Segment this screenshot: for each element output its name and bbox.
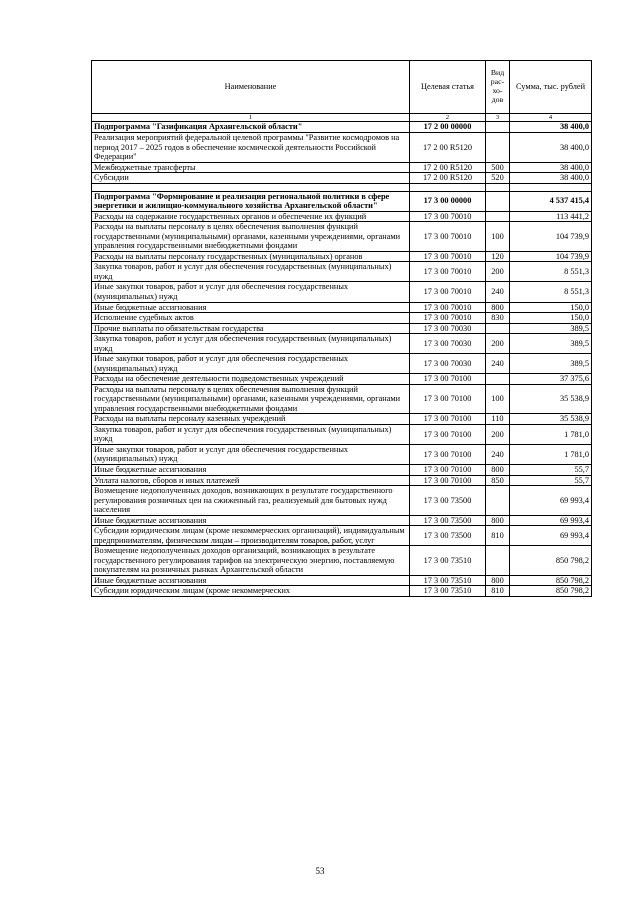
row-name: Исполнение судебных актов xyxy=(92,313,410,324)
page-number: 53 xyxy=(315,866,325,876)
row-target-article: 17 3 00 70100 xyxy=(410,414,486,425)
table-row xyxy=(92,251,592,262)
row-expense-type xyxy=(486,122,510,133)
row-sum: 55,7 xyxy=(510,475,592,486)
row-target-article: 17 3 00 00000 xyxy=(410,191,486,211)
row-name: Субсидии юридическим лицам (кроме некоммерческих xyxy=(92,586,410,597)
header-target-article: Целевая статья xyxy=(410,61,486,114)
table-row xyxy=(92,444,592,464)
table-row xyxy=(92,133,592,163)
row-target-article: 17 3 00 70010 xyxy=(410,282,486,302)
table-row xyxy=(92,262,592,282)
row-expense-type: 110 xyxy=(486,414,510,425)
row-sum: 38 400,0 xyxy=(510,122,592,133)
row-target-article: 17 3 00 70100 xyxy=(410,475,486,486)
row-name: Возмещение недополученных доходов организаций, возникающих в результате государственного регулирования тарифов на электрическую энергию, поставляемую покупателям на розничных рынках Архангельской области xyxy=(92,546,410,576)
row-expense-type: 120 xyxy=(486,251,510,262)
row-sum: 69 993,4 xyxy=(510,486,592,516)
row-target-article: 17 3 00 70010 xyxy=(410,262,486,282)
row-sum: 104 739,9 xyxy=(510,222,592,252)
table-row xyxy=(92,586,592,597)
row-name: Расходы на содержание государственных органов и обеспечение их функций xyxy=(92,211,410,222)
row-target-article: 17 3 00 70010 xyxy=(410,222,486,252)
row-expense-type xyxy=(486,323,510,334)
row-expense-type: 240 xyxy=(486,444,510,464)
spacer-row xyxy=(92,183,592,191)
row-expense-type: 800 xyxy=(486,515,510,526)
row-name: Иные бюджетные ассигнования xyxy=(92,575,410,586)
row-sum: 150,0 xyxy=(510,302,592,313)
table-row xyxy=(92,424,592,444)
row-sum: 389,5 xyxy=(510,323,592,334)
row-expense-type xyxy=(486,191,510,211)
row-name: Расходы на выплаты персоналу казенных учреждений xyxy=(92,414,410,425)
row-name: Субсидии xyxy=(92,173,410,184)
table-row xyxy=(92,173,592,184)
row-name: Закупка товаров, работ и услуг для обеспечения государственных (муниципальных) нужд xyxy=(92,334,410,354)
row-expense-type xyxy=(486,211,510,222)
row-sum: 69 993,4 xyxy=(510,515,592,526)
table-header-row xyxy=(92,61,592,114)
row-expense-type: 830 xyxy=(486,313,510,324)
column-number-row xyxy=(92,114,592,122)
row-sum: 1 781,0 xyxy=(510,444,592,464)
row-sum: 8 551,3 xyxy=(510,262,592,282)
row-name: Закупка товаров, работ и услуг для обеспечения государственных (муниципальных) нужд xyxy=(92,424,410,444)
table-row xyxy=(92,313,592,324)
row-target-article: 17 3 00 70030 xyxy=(410,334,486,354)
row-target-article: 17 3 00 70030 xyxy=(410,354,486,374)
table-body xyxy=(92,122,592,596)
row-name: Возмещение недополученных доходов, возникающих в результате государственного регулирования розничных цен на сжиженный газ, реализуемый для бытовых нужд населения xyxy=(92,486,410,516)
row-target-article: 17 2 00 R5120 xyxy=(410,173,486,184)
header-name: Наименование xyxy=(92,61,410,114)
row-target-article: 17 3 00 73510 xyxy=(410,586,486,597)
row-name: Реализация мероприятий федеральной целевой программы "Развитие космодромов на период 2017 – 2025 годов в обеспечение космической деятельности Российской Федерации" xyxy=(92,133,410,163)
table-row xyxy=(92,384,592,414)
row-target-article: 17 3 00 70010 xyxy=(410,302,486,313)
table-row xyxy=(92,122,592,133)
table-row xyxy=(92,162,592,173)
empty-cell xyxy=(410,183,486,191)
table-row xyxy=(92,526,592,546)
row-name: Иные закупки товаров, работ и услуг для обеспечения государственных (муниципальных) нужд xyxy=(92,282,410,302)
table-row xyxy=(92,334,592,354)
row-name: Иные закупки товаров, работ и услуг для обеспечения государственных (муниципальных) нужд xyxy=(92,354,410,374)
row-expense-type: 100 xyxy=(486,222,510,252)
row-target-article: 17 3 00 73510 xyxy=(410,575,486,586)
column-number: 4 xyxy=(510,114,592,122)
row-target-article: 17 3 00 70100 xyxy=(410,384,486,414)
row-target-article: 17 2 00 R5120 xyxy=(410,162,486,173)
row-name: Иные закупки товаров, работ и услуг для обеспечения государственных (муниципальных) нужд xyxy=(92,444,410,464)
row-name: Подпрограмма "Формирование и реализация региональной политики в сфере энергетики и жилищно-коммунального хозяйства Архангельской области" xyxy=(92,191,410,211)
row-target-article: 17 3 00 70010 xyxy=(410,313,486,324)
row-expense-type: 810 xyxy=(486,586,510,597)
row-expense-type: 240 xyxy=(486,282,510,302)
table-row xyxy=(92,374,592,385)
row-target-article: 17 3 00 70100 xyxy=(410,465,486,476)
row-expense-type xyxy=(486,374,510,385)
row-name: Уплата налогов, сборов и иных платежей xyxy=(92,475,410,486)
row-sum: 850 798,2 xyxy=(510,586,592,597)
row-sum: 38 400,0 xyxy=(510,162,592,173)
row-target-article: 17 3 00 70030 xyxy=(410,323,486,334)
column-number: 2 xyxy=(410,114,486,122)
row-sum: 389,5 xyxy=(510,354,592,374)
row-name: Подпрограмма "Газификация Архангельской области" xyxy=(92,122,410,133)
row-expense-type xyxy=(486,486,510,516)
budget-table xyxy=(91,60,592,597)
row-sum: 1 781,0 xyxy=(510,424,592,444)
row-expense-type: 200 xyxy=(486,262,510,282)
row-name: Иные бюджетные ассигнования xyxy=(92,515,410,526)
row-expense-type xyxy=(486,546,510,576)
row-sum: 113 441,2 xyxy=(510,211,592,222)
header-expense-type: Вид рас-хо-дов xyxy=(486,61,510,114)
row-expense-type: 800 xyxy=(486,465,510,476)
row-target-article: 17 3 00 73510 xyxy=(410,546,486,576)
row-target-article: 17 3 00 70010 xyxy=(410,211,486,222)
table-row xyxy=(92,222,592,252)
table-row xyxy=(92,302,592,313)
table-row xyxy=(92,191,592,211)
row-name: Расходы на выплаты персоналу в целях обеспечения выполнения функций государственными (муниципальными) органами, казенными учреждениями, органами управления государственными внебюджетными фондами xyxy=(92,384,410,414)
table-row xyxy=(92,575,592,586)
row-name: Расходы на выплаты персоналу в целях обеспечения выполнения функций государственными (муниципальными) органами, казенными учреждениями, органами управления государственными внебюджетными фондами xyxy=(92,222,410,252)
row-sum: 104 739,9 xyxy=(510,251,592,262)
table-row xyxy=(92,354,592,374)
row-expense-type: 810 xyxy=(486,526,510,546)
row-target-article: 17 3 00 70100 xyxy=(410,444,486,464)
row-sum: 150,0 xyxy=(510,313,592,324)
row-expense-type: 200 xyxy=(486,424,510,444)
row-expense-type: 200 xyxy=(486,334,510,354)
row-sum: 850 798,2 xyxy=(510,575,592,586)
empty-cell xyxy=(92,183,410,191)
row-sum: 38 400,0 xyxy=(510,173,592,184)
row-sum: 35 538,9 xyxy=(510,384,592,414)
row-expense-type: 240 xyxy=(486,354,510,374)
row-name: Иные бюджетные ассигнования xyxy=(92,302,410,313)
row-target-article: 17 3 00 73500 xyxy=(410,526,486,546)
row-target-article: 17 2 00 R5120 xyxy=(410,133,486,163)
row-name: Субсидии юридическим лицам (кроме некоммерческих организаций), индивидуальным предпринимателям, физическим лицам – производителям товаров, работ, услуг xyxy=(92,526,410,546)
table-row xyxy=(92,515,592,526)
table-row xyxy=(92,475,592,486)
row-name: Иные бюджетные ассигнования xyxy=(92,465,410,476)
row-sum: 8 551,3 xyxy=(510,282,592,302)
table-row xyxy=(92,211,592,222)
row-expense-type: 800 xyxy=(486,302,510,313)
table-row xyxy=(92,414,592,425)
row-name: Межбюджетные трансферты xyxy=(92,162,410,173)
row-expense-type: 520 xyxy=(486,173,510,184)
table-row xyxy=(92,282,592,302)
row-expense-type: 100 xyxy=(486,384,510,414)
row-target-article: 17 3 00 70100 xyxy=(410,424,486,444)
empty-cell xyxy=(486,183,510,191)
row-sum: 37 375,6 xyxy=(510,374,592,385)
column-number: 1 xyxy=(92,114,410,122)
table-row xyxy=(92,486,592,516)
column-number: 3 xyxy=(486,114,510,122)
row-sum: 55,7 xyxy=(510,465,592,476)
row-sum: 69 993,4 xyxy=(510,526,592,546)
row-expense-type: 850 xyxy=(486,475,510,486)
row-name: Закупка товаров, работ и услуг для обеспечения государственных (муниципальных) нужд xyxy=(92,262,410,282)
row-sum: 850 798,2 xyxy=(510,546,592,576)
row-target-article: 17 3 00 70010 xyxy=(410,251,486,262)
header-sum: Сумма, тыс. рублей xyxy=(510,61,592,114)
table-row xyxy=(92,465,592,476)
row-target-article: 17 2 00 00000 xyxy=(410,122,486,133)
row-name: Расходы на выплаты персоналу государственных (муниципальных) органов xyxy=(92,251,410,262)
row-target-article: 17 3 00 73500 xyxy=(410,486,486,516)
empty-cell xyxy=(510,183,592,191)
row-target-article: 17 3 00 70100 xyxy=(410,374,486,385)
row-name: Прочие выплаты по обязательствам государства xyxy=(92,323,410,334)
row-sum: 38 400,0 xyxy=(510,133,592,163)
table-row xyxy=(92,546,592,576)
row-sum: 35 538,9 xyxy=(510,414,592,425)
table-row xyxy=(92,323,592,334)
row-expense-type: 800 xyxy=(486,575,510,586)
row-name: Расходы на обеспечение деятельности подведомственных учреждений xyxy=(92,374,410,385)
row-target-article: 17 3 00 73500 xyxy=(410,515,486,526)
row-sum: 4 537 415,4 xyxy=(510,191,592,211)
row-expense-type: 500 xyxy=(486,162,510,173)
row-sum: 389,5 xyxy=(510,334,592,354)
row-expense-type xyxy=(486,133,510,163)
